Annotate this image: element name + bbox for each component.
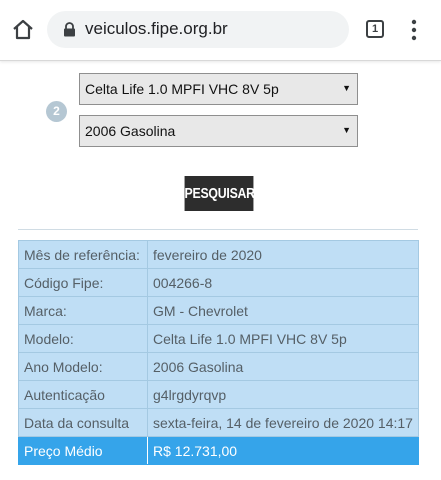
model-select-value: Celta Life 1.0 MPFI VHC 8V 5p [85, 81, 279, 97]
row-value: sexta-feira, 14 de fevereiro de 2020 14:17 [148, 409, 419, 437]
year-select-value: 2006 Gasolina [85, 123, 176, 139]
tab-count: 1 [371, 23, 379, 35]
row-label: Data da consulta [19, 409, 148, 437]
dropdown-arrow-icon: ▼ [342, 83, 351, 93]
row-value: 2006 Gasolina [148, 353, 419, 381]
address-bar[interactable] [47, 11, 349, 48]
row-label: Marca: [19, 297, 148, 325]
row-value: 004266-8 [148, 269, 419, 297]
home-icon[interactable] [10, 17, 36, 43]
table-row [19, 269, 419, 297]
row-label: Autenticação [19, 381, 148, 409]
row-value: GM - Chevrolet [148, 297, 419, 325]
table-row [19, 241, 419, 269]
lock-icon [63, 22, 76, 37]
table-row [19, 353, 419, 381]
tab-switcher-button[interactable] [366, 20, 384, 38]
table-row [19, 297, 419, 325]
more-menu-icon[interactable] [405, 18, 423, 42]
table-row [19, 381, 419, 409]
price-value: R$ 12.731,00 [148, 437, 419, 465]
model-select[interactable] [79, 73, 358, 105]
step-number-badge: 2 [46, 101, 67, 122]
row-label: Mês de referência: [19, 241, 148, 269]
row-label: Código Fipe: [19, 269, 148, 297]
row-value: fevereiro de 2020 [148, 241, 419, 269]
search-button[interactable]: PESQUISAR [185, 176, 254, 211]
row-label: Modelo: [19, 325, 148, 353]
price-label: Preço Médio [19, 437, 148, 465]
table-row [19, 325, 419, 353]
results-table [18, 240, 419, 465]
dropdown-arrow-icon: ▼ [342, 125, 351, 135]
row-value: Celta Life 1.0 MPFI VHC 8V 5p [148, 325, 419, 353]
browser-toolbar [0, 0, 441, 61]
row-value: g4lrgdyrqvp [148, 381, 419, 409]
url-text: veiculos.fipe.org.br [85, 19, 228, 38]
price-row [19, 437, 419, 465]
table-row [19, 409, 419, 437]
row-label: Ano Modelo: [19, 353, 148, 381]
section-divider [18, 229, 418, 230]
year-select[interactable] [79, 115, 358, 147]
